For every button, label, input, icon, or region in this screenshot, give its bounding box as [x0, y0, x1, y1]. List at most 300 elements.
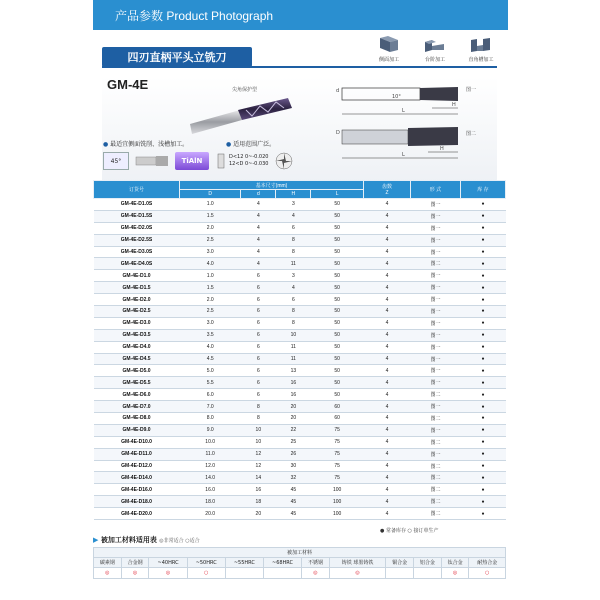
- table-cell: 16.0: [180, 484, 241, 496]
- table-cell: 图一: [411, 294, 461, 306]
- feature-1: ● 最适宜侧面铣削、浅槽加工。: [103, 141, 189, 148]
- table-row: [94, 199, 506, 211]
- table-cell: 1.5: [180, 210, 241, 222]
- table-cell: 50: [311, 222, 364, 234]
- table-cell: 50: [311, 282, 364, 294]
- table-row: [94, 353, 506, 365]
- order-code-cell: GM-4E-D18.0: [94, 496, 180, 508]
- table-row: [94, 436, 506, 448]
- header-title: 产品参数 Product Photograph: [115, 8, 274, 23]
- table-cell: 75: [311, 448, 364, 460]
- table-cell: 图一: [411, 222, 461, 234]
- table-row: [94, 306, 506, 318]
- table-cell: ●: [461, 258, 506, 270]
- table-cell: 50: [311, 353, 364, 365]
- diameter-icon: [215, 152, 227, 170]
- table-cell: 2.5: [180, 306, 241, 318]
- table-cell: 3.5: [180, 329, 241, 341]
- table-row: [94, 246, 506, 258]
- order-code-cell: GM-4E-D5.0: [94, 365, 180, 377]
- machining-type-slot: 直角槽加工: [464, 34, 498, 63]
- callout-label: 尖角保护型: [232, 87, 258, 93]
- table-cell: 6: [241, 317, 276, 329]
- table-cell: 16: [276, 377, 311, 389]
- table-cell: 图二: [411, 472, 461, 484]
- table-cell: 4: [364, 365, 411, 377]
- table-cell: 6: [241, 282, 276, 294]
- table-cell: 4.5: [180, 353, 241, 365]
- tolerance-block: D<12 0~-0.020 12<D 0~-0.030: [215, 152, 268, 170]
- table-row: [94, 401, 506, 413]
- table-cell: 9.0: [180, 424, 241, 436]
- order-code-cell: GM-4E-D4.0: [94, 341, 180, 353]
- step-milling-icon: [422, 34, 448, 54]
- product-title: 四刃直柄平头立铣刀: [102, 47, 252, 67]
- table-cell: 4: [241, 210, 276, 222]
- table-cell: 22: [276, 424, 311, 436]
- table-cell: 4: [364, 222, 411, 234]
- table-cell: 50: [311, 306, 364, 318]
- material-rating: ◎: [121, 568, 149, 579]
- spec-table: [93, 180, 506, 520]
- table-cell: 50: [311, 317, 364, 329]
- table-cell: 4: [364, 246, 411, 258]
- table-cell: ●: [461, 317, 506, 329]
- table-cell: 75: [311, 424, 364, 436]
- table-cell: 20: [241, 508, 276, 520]
- table-cell: 图一: [411, 270, 461, 282]
- table-cell: ●: [461, 496, 506, 508]
- table-cell: 图一: [411, 234, 461, 246]
- table-cell: 75: [311, 472, 364, 484]
- table-row: [94, 329, 506, 341]
- slot-milling-icon: [468, 34, 494, 54]
- materials-group-header: 被加工材料: [94, 548, 506, 558]
- table-cell: 图一: [411, 353, 461, 365]
- material-rating: ○: [187, 568, 225, 579]
- table-cell: 6: [276, 222, 311, 234]
- table-cell: 7.0: [180, 401, 241, 413]
- order-code-cell: GM-4E-D1.5S: [94, 210, 180, 222]
- product-model: GM-4E: [107, 77, 149, 92]
- table-cell: ●: [461, 353, 506, 365]
- table-cell: 4: [364, 199, 411, 211]
- table-cell: 图二: [411, 389, 461, 401]
- table-cell: 50: [311, 210, 364, 222]
- table-cell: ●: [461, 401, 506, 413]
- feature-2: ● 适用范围广泛。: [226, 141, 276, 148]
- end-view-icon: [274, 151, 294, 171]
- table-cell: 3.0: [180, 317, 241, 329]
- table-cell: 4: [364, 401, 411, 413]
- table-cell: 2.5: [180, 234, 241, 246]
- table-cell: 8: [276, 317, 311, 329]
- table-cell: ●: [461, 282, 506, 294]
- table-cell: 4: [276, 282, 311, 294]
- table-cell: 20: [276, 413, 311, 425]
- table-cell: ●: [461, 341, 506, 353]
- table-cell: 45: [276, 484, 311, 496]
- table-cell: 4: [364, 306, 411, 318]
- endmill-small-icon: [135, 152, 169, 170]
- col-D: D: [180, 190, 241, 199]
- table-cell: ●: [461, 424, 506, 436]
- table-cell: 8: [276, 246, 311, 258]
- table-cell: 50: [311, 341, 364, 353]
- col-L: L: [311, 190, 364, 199]
- table-cell: 3: [276, 199, 311, 211]
- material-column: 钛合金: [441, 558, 469, 568]
- material-rating: ◎: [302, 568, 330, 579]
- draw-label-d: d: [336, 88, 340, 94]
- table-cell: 4: [364, 484, 411, 496]
- table-cell: 5.0: [180, 365, 241, 377]
- col-H: H: [276, 190, 311, 199]
- table-cell: 18.0: [180, 496, 241, 508]
- table-cell: 6: [276, 294, 311, 306]
- table-cell: ●: [461, 365, 506, 377]
- table-cell: 50: [311, 246, 364, 258]
- materials-header-row: [94, 558, 506, 568]
- order-code-cell: GM-4E-D11.0: [94, 448, 180, 460]
- table-cell: 6: [241, 353, 276, 365]
- table-cell: 图二: [411, 413, 461, 425]
- material-rating: [263, 568, 301, 579]
- table-cell: 图一: [411, 401, 461, 413]
- order-code-cell: GM-4E-D1.0S: [94, 199, 180, 211]
- col-form: 形 式: [411, 181, 461, 199]
- table-row: [94, 389, 506, 401]
- draw-label-H2: H: [440, 146, 444, 152]
- table-cell: ●: [461, 306, 506, 318]
- table-cell: 45: [276, 508, 311, 520]
- table-cell: 图一: [411, 246, 461, 258]
- material-column: ~68HRC: [263, 558, 301, 568]
- table-cell: 4: [364, 508, 411, 520]
- table-cell: 4: [241, 222, 276, 234]
- table-cell: 2.0: [180, 294, 241, 306]
- table-row: [94, 210, 506, 222]
- table-row: [94, 460, 506, 472]
- table-cell: 4: [364, 436, 411, 448]
- material-column: 耐热合金: [469, 558, 506, 568]
- table-cell: ●: [461, 246, 506, 258]
- table-cell: 13: [276, 365, 311, 377]
- table-cell: 8: [241, 413, 276, 425]
- table-cell: 11: [276, 258, 311, 270]
- order-code-cell: GM-4E-D2.5: [94, 306, 180, 318]
- table-cell: 1.0: [180, 199, 241, 211]
- material-rating: ◎: [441, 568, 469, 579]
- material-column: 不锈钢: [302, 558, 330, 568]
- order-code-cell: GM-4E-D9.0: [94, 424, 180, 436]
- machining-type-side: 侧面加工: [372, 34, 406, 63]
- table-cell: ●: [461, 329, 506, 341]
- table-cell: 75: [311, 436, 364, 448]
- order-code-cell: GM-4E-D2.0: [94, 294, 180, 306]
- table-cell: 4: [364, 317, 411, 329]
- material-column: ~55HRC: [225, 558, 263, 568]
- table-cell: 100: [311, 484, 364, 496]
- draw-label-L2: L: [402, 152, 405, 158]
- table-cell: 4: [364, 210, 411, 222]
- table-row: [94, 472, 506, 484]
- table-cell: 4.0: [180, 341, 241, 353]
- table-cell: 100: [311, 508, 364, 520]
- table-row: [94, 282, 506, 294]
- table-cell: 图二: [411, 508, 461, 520]
- material-column: 合金钢: [121, 558, 149, 568]
- table-cell: 3.0: [180, 246, 241, 258]
- col-code: 订货号: [94, 181, 180, 199]
- table-cell: 图一: [411, 306, 461, 318]
- order-code-cell: GM-4E-D3.5: [94, 329, 180, 341]
- table-cell: 6: [241, 377, 276, 389]
- table-cell: 图一: [411, 448, 461, 460]
- table-cell: 10.0: [180, 436, 241, 448]
- table-row: [94, 294, 506, 306]
- table-cell: 图二: [411, 496, 461, 508]
- table-cell: 4: [364, 448, 411, 460]
- table-cell: 图二: [411, 436, 461, 448]
- table-cell: 8: [241, 401, 276, 413]
- order-code-cell: GM-4E-D8.0: [94, 413, 180, 425]
- table-cell: 4: [364, 294, 411, 306]
- table-cell: 1.5: [180, 282, 241, 294]
- order-code-cell: GM-4E-D4.0S: [94, 258, 180, 270]
- table-cell: 4: [364, 353, 411, 365]
- order-code-cell: GM-4E-D1.0: [94, 270, 180, 282]
- order-code-cell: GM-4E-D1.5: [94, 282, 180, 294]
- table-cell: 12: [241, 448, 276, 460]
- order-code-cell: GM-4E-D12.0: [94, 460, 180, 472]
- table-row: [94, 222, 506, 234]
- table-cell: 4: [364, 341, 411, 353]
- table-cell: ●: [461, 199, 506, 211]
- table-cell: 3: [276, 270, 311, 282]
- table-cell: 图一: [411, 424, 461, 436]
- material-column: 铸铁 球墨铸铁: [329, 558, 385, 568]
- draw-label-L1: L: [402, 108, 405, 114]
- table-cell: 20: [276, 401, 311, 413]
- table-cell: 50: [311, 199, 364, 211]
- table-row: [94, 508, 506, 520]
- table-cell: 16: [276, 389, 311, 401]
- spec-table-body: [94, 199, 506, 520]
- table-cell: 14: [241, 472, 276, 484]
- order-code-cell: GM-4E-D4.5: [94, 353, 180, 365]
- table-cell: 11.0: [180, 448, 241, 460]
- table-cell: ●: [461, 448, 506, 460]
- title-divider: [102, 66, 497, 68]
- col-dims: 基本尺寸(mm): [180, 181, 364, 190]
- order-code-cell: GM-4E-D2.5S: [94, 234, 180, 246]
- table-cell: 图一: [411, 199, 461, 211]
- table-cell: ●: [461, 413, 506, 425]
- table-cell: 50: [311, 234, 364, 246]
- table-cell: 图一: [411, 377, 461, 389]
- table-row: [94, 484, 506, 496]
- col-d: d: [241, 190, 276, 199]
- material-rating: [386, 568, 414, 579]
- table-cell: 11: [276, 341, 311, 353]
- order-code-cell: GM-4E-D14.0: [94, 472, 180, 484]
- table-row: [94, 258, 506, 270]
- material-column: 铝合金: [414, 558, 442, 568]
- table-cell: ●: [461, 508, 506, 520]
- table-cell: 1.0: [180, 270, 241, 282]
- table-cell: ●: [461, 234, 506, 246]
- table-cell: ●: [461, 210, 506, 222]
- table-cell: 8: [276, 306, 311, 318]
- table-cell: 100: [311, 496, 364, 508]
- table-cell: 10: [276, 329, 311, 341]
- table-cell: 4: [364, 472, 411, 484]
- table-cell: 6: [241, 389, 276, 401]
- table-cell: 18: [241, 496, 276, 508]
- table-cell: 图一: [411, 365, 461, 377]
- table-cell: 45: [276, 496, 311, 508]
- table-row: [94, 377, 506, 389]
- table-cell: 4: [364, 424, 411, 436]
- table-cell: ●: [461, 270, 506, 282]
- table-cell: 6: [241, 270, 276, 282]
- order-code-cell: GM-4E-D5.5: [94, 377, 180, 389]
- table-row: [94, 317, 506, 329]
- table-cell: ●: [461, 294, 506, 306]
- fig2-label: 图二: [466, 131, 477, 137]
- spec-icons: [103, 151, 294, 171]
- order-code-cell: GM-4E-D2.0S: [94, 222, 180, 234]
- table-cell: ●: [461, 377, 506, 389]
- material-column: ~50HRC: [187, 558, 225, 568]
- table-cell: 6: [241, 294, 276, 306]
- table-row: [94, 341, 506, 353]
- table-cell: 60: [311, 401, 364, 413]
- table-cell: 10: [241, 436, 276, 448]
- draw-label-angle: 10°: [392, 94, 401, 100]
- table-cell: 75: [311, 460, 364, 472]
- material-rating: [225, 568, 263, 579]
- table-cell: 12.0: [180, 460, 241, 472]
- table-cell: 11: [276, 353, 311, 365]
- material-rating: ◎: [329, 568, 385, 579]
- table-cell: 4: [364, 282, 411, 294]
- coating-badge: TiAlN: [175, 152, 209, 170]
- order-code-cell: GM-4E-D7.0: [94, 401, 180, 413]
- material-rating: ○: [469, 568, 506, 579]
- material-rating: [414, 568, 442, 579]
- machining-types: [372, 34, 498, 63]
- table-cell: 8: [276, 234, 311, 246]
- col-stock: 库 存: [461, 181, 506, 199]
- order-code-cell: GM-4E-D3.0S: [94, 246, 180, 258]
- table-cell: 4: [276, 210, 311, 222]
- table-cell: ●: [461, 484, 506, 496]
- table-cell: 50: [311, 258, 364, 270]
- table-cell: 6.0: [180, 389, 241, 401]
- table-cell: 10: [241, 424, 276, 436]
- header-bar: [93, 0, 508, 30]
- table-cell: 4.0: [180, 258, 241, 270]
- table-cell: 4: [364, 329, 411, 341]
- table-cell: 图一: [411, 317, 461, 329]
- table-cell: 4: [364, 389, 411, 401]
- table-cell: 60: [311, 413, 364, 425]
- table-cell: 图二: [411, 460, 461, 472]
- table-row: [94, 413, 506, 425]
- table-cell: 图一: [411, 329, 461, 341]
- table-cell: 50: [311, 377, 364, 389]
- table-cell: 6: [241, 365, 276, 377]
- table-cell: 4: [364, 234, 411, 246]
- table-row: [94, 496, 506, 508]
- table-row: [94, 365, 506, 377]
- table-cell: 50: [311, 329, 364, 341]
- order-code-cell: GM-4E-D16.0: [94, 484, 180, 496]
- materials-title: ▶ 被加工材料适用表 ◎非常适合 ○适合: [93, 536, 200, 544]
- table-cell: 50: [311, 294, 364, 306]
- table-cell: 4: [364, 258, 411, 270]
- table-cell: 4: [364, 270, 411, 282]
- table-cell: ●: [461, 222, 506, 234]
- table-cell: 5.5: [180, 377, 241, 389]
- order-code-cell: GM-4E-D10.0: [94, 436, 180, 448]
- table-cell: 图二: [411, 484, 461, 496]
- table-cell: 20.0: [180, 508, 241, 520]
- order-code-cell: GM-4E-D3.0: [94, 317, 180, 329]
- table-cell: 4: [364, 496, 411, 508]
- table-cell: 50: [311, 365, 364, 377]
- table-row: [94, 234, 506, 246]
- table-cell: 16: [241, 484, 276, 496]
- table-cell: 50: [311, 389, 364, 401]
- col-teeth: 齿数 Z: [364, 181, 411, 199]
- table-cell: 25: [276, 436, 311, 448]
- table-cell: 6: [241, 306, 276, 318]
- table-cell: 图一: [411, 341, 461, 353]
- table-row: [94, 448, 506, 460]
- material-rating: ◎: [94, 568, 122, 579]
- machining-type-step: 台阶加工: [418, 34, 452, 63]
- materials-ratings-row: [94, 568, 506, 579]
- draw-label-H1: H: [452, 102, 456, 108]
- table-cell: 4: [241, 258, 276, 270]
- table-row: [94, 424, 506, 436]
- table-cell: 14.0: [180, 472, 241, 484]
- material-column: ~40HRC: [149, 558, 187, 568]
- table-cell: 4: [364, 460, 411, 472]
- table-cell: 4: [364, 377, 411, 389]
- table-cell: 6: [241, 329, 276, 341]
- table-cell: 4: [241, 199, 276, 211]
- table-cell: 32: [276, 472, 311, 484]
- table-cell: 4: [241, 234, 276, 246]
- table-cell: 30: [276, 460, 311, 472]
- material-column: 铜合金: [386, 558, 414, 568]
- stock-legend: ● 常备库存 ○ 接订单生产: [380, 528, 439, 534]
- material-column: 碳素钢: [94, 558, 122, 568]
- draw-label-D: D: [336, 130, 340, 136]
- table-cell: 4: [241, 246, 276, 258]
- table-cell: 2.0: [180, 222, 241, 234]
- table-cell: 图一: [411, 282, 461, 294]
- table-cell: 12: [241, 460, 276, 472]
- table-cell: ●: [461, 436, 506, 448]
- table-cell: 图二: [411, 258, 461, 270]
- table-cell: 26: [276, 448, 311, 460]
- table-cell: ●: [461, 460, 506, 472]
